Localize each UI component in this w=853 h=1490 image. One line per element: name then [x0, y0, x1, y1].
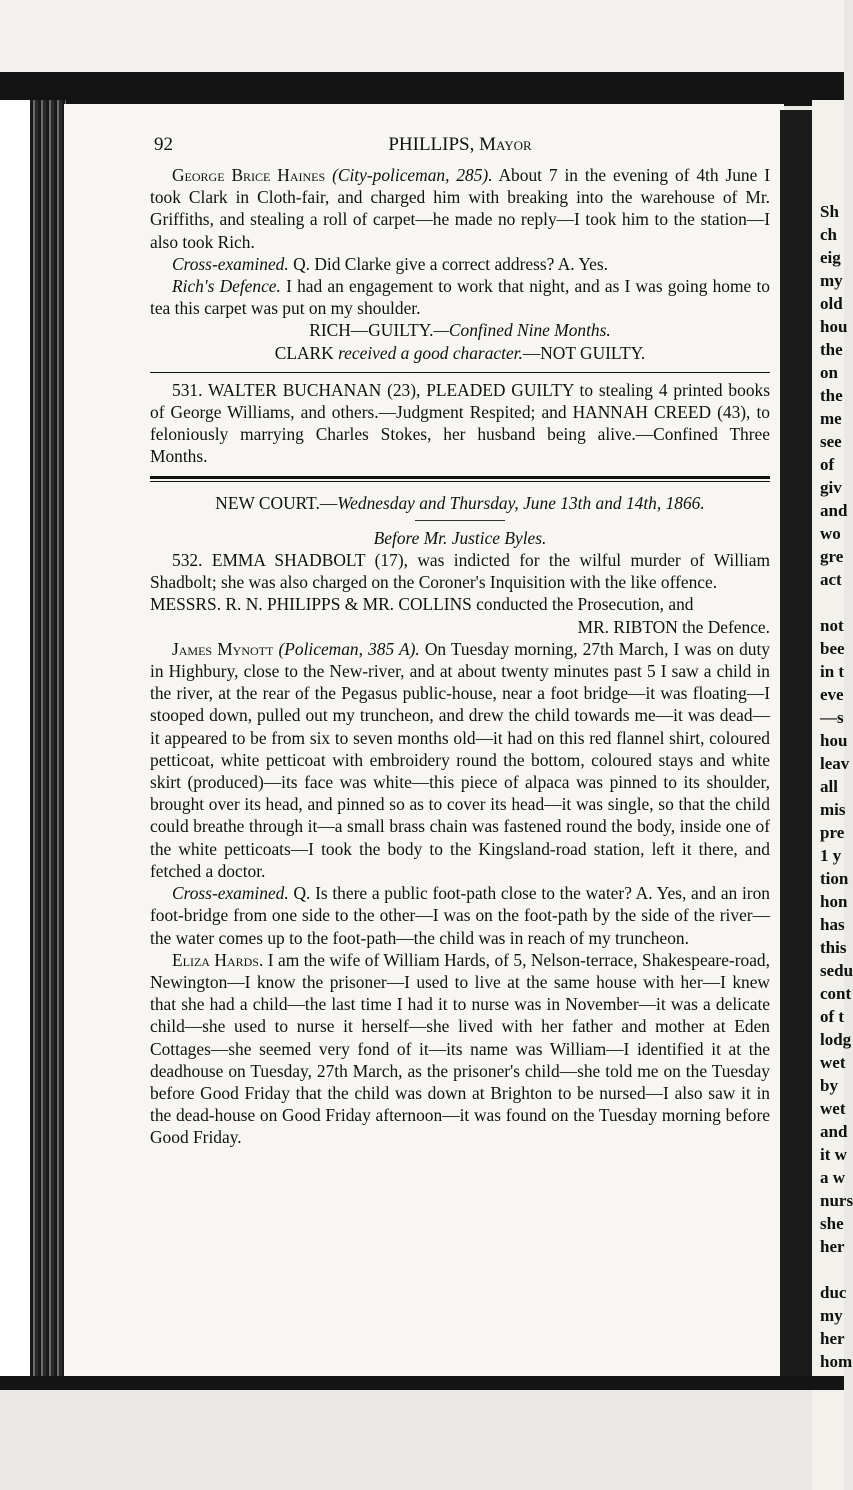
sentence: —Confined Nine Months. [433, 320, 611, 341]
facing-fragment: my [820, 1306, 843, 1325]
facing-fragment: gre [820, 547, 844, 566]
text: Q. Did Clarke give a correct address? A. Yes. [293, 253, 608, 274]
facing-fragment: and [820, 501, 848, 520]
facing-fragment: eig [820, 248, 841, 267]
defendant: RICH— [309, 320, 369, 341]
short-rule [415, 520, 505, 521]
facing-fragment: a w [820, 1168, 846, 1187]
page-content [150, 130, 770, 1149]
running-header [150, 130, 770, 164]
facing-fragment: hom [820, 1352, 853, 1371]
facing-fragment: not [820, 616, 844, 635]
facing-fragment: sedu [820, 961, 853, 980]
testimony-haines [150, 164, 770, 253]
verdict: —NOT GUILTY. [522, 342, 646, 363]
facing-fragment: cont [820, 984, 852, 1003]
judge-line [150, 527, 770, 549]
facing-fragment: giv [820, 478, 842, 497]
top-margin [0, 0, 844, 72]
case-532 [150, 549, 770, 593]
facing-fragment: her [820, 1237, 845, 1256]
defendant: CLARK [274, 342, 334, 363]
running-title: PHILLIPS, Mayor [388, 134, 532, 155]
facing-fragment: tion [820, 869, 849, 888]
facing-fragment: nurs [820, 1191, 853, 1210]
witness-role: (City-policeman, 285). [332, 165, 493, 185]
case-531 [150, 379, 770, 468]
facing-fragment [812, 1258, 844, 1281]
facing-fragment: mis [820, 800, 846, 819]
facing-fragment: the [820, 340, 843, 359]
testimony-text: About 7 in the evening of 4th June I took Clark in Cloth-fair, and charged him with breaking into the warehouse of Mr. Griffiths, and stealing a roll of carpet—he made no reply—I took him to the station—I also took Rich. [150, 165, 771, 252]
facing-fragment: this [820, 938, 847, 957]
facing-fragment: of t [820, 1007, 845, 1026]
facing-fragment: hou [820, 731, 848, 750]
facing-fragment: wet [820, 1099, 846, 1118]
character: received a good character. [338, 342, 523, 363]
counsel-defence: MR. RIBTON the Defence. [577, 616, 770, 637]
facing-fragment: pre [820, 823, 845, 842]
facing-fragment: by [820, 1076, 838, 1095]
facing-fragment: me [820, 409, 842, 428]
facing-fragment: of [820, 455, 835, 474]
book-gutter [780, 110, 814, 1390]
facing-fragment: wo [820, 524, 841, 543]
testimony-text: I am the wife of William Hards, of 5, Nelson-terrace, Shakespeare-road, Newington—I know the prisoner—I used to live at the same house with her—I knew that she had a child—the last time I had it to nurse was in November—it was a delicate child—she used to nurse it herself—she lived with her father and mother at Eden Cottages—she seemed very fond of it—its name was William—I identified it at the deadhouse on Tuesday, 27th March, as the prisoner's child—she told me on the Tuesday before Good Friday that the child was down at Brighton to be nursed—I also saw it in the dead-house on Good Friday afternoon—it was found on the Tuesday morning before Good Friday. [150, 949, 770, 1148]
binding-shadow-bottom [0, 1376, 844, 1390]
facing-fragment: see [820, 432, 842, 451]
judge-name: Before Mr. Justice Byles. [373, 527, 547, 548]
double-rule [150, 476, 770, 482]
facing-fragment: on [820, 363, 838, 382]
binding-shadow-top [0, 72, 844, 106]
case-text: EMMA SHADBOLT (17), was indicted for the wilful murder of William Shadbolt; she was also charged on the Coroner's Inquisition with the like offence. [150, 550, 770, 593]
facing-fragment: act [820, 570, 842, 589]
facing-fragment: leav [820, 754, 850, 773]
verdict-rich [150, 319, 770, 341]
section-rule [150, 372, 770, 373]
counsel-prosecution: MESSRS. R. N. PHILIPPS & MR. COLLINS conducted the Prosecution, and [150, 594, 694, 615]
testimony-mynott [150, 638, 770, 882]
facing-fragment: has [820, 915, 845, 934]
facing-fragment: duc [820, 1283, 847, 1302]
facing-fragment: hon [820, 892, 848, 911]
facing-fragment: eve [820, 685, 844, 704]
court-dates: Wednesday and Thursday, June 13th and 14th, 1866. [337, 492, 705, 513]
facing-fragment: 1 y [820, 846, 842, 865]
text: I had an engagement to work that night, and as I was going home to tea this carpet was put on my shoulder. [150, 276, 770, 319]
facing-fragment: —s [820, 708, 844, 727]
testimony-text: On Tuesday morning, 27th March, I was on duty in Highbury, close to the New-river, and at about twenty minutes past 5 I saw a child in the river, at the rear of the Pegasus public-house, near a foot bridge—it was floating—I stooped down, pulled out my truncheon, and drew the child towards me—it was dead—it appeared to be from six to seven months old—it had on this red flannel shirt, coloured petticoat, white petticoat with embroidery round the bottom, coloured stays and white skirt (produced)—its face was white—this piece of alpaca was pinned to its shoulder, brought over its head, and pinned so as to cover its head—it was single, so that the child could breathe through it—a small brass chain was fastened round the body, inside one of the white petticoats—I took the body to the Kingsland-road station, left it there, and fetched a doctor. [150, 638, 770, 881]
facing-fragment: bee [820, 639, 845, 658]
label: Rich's Defence. [172, 276, 281, 297]
court-heading [150, 492, 770, 514]
facing-fragment: wet [820, 1053, 846, 1072]
rich-defence [150, 275, 770, 319]
cross-examination-1 [150, 253, 770, 275]
facing-fragment: hou [820, 317, 848, 336]
facing-fragment: all [820, 777, 838, 796]
facing-fragment [812, 591, 844, 614]
case-number: 532. [172, 550, 203, 571]
facing-fragment: lodg [820, 1030, 852, 1049]
case-number: 531. [172, 379, 203, 400]
witness-name: Eliza Hards. [172, 949, 264, 970]
witness-name: James Mynott [172, 638, 274, 659]
court-name: NEW COURT.— [215, 492, 338, 513]
witness-role: (Policeman, 385 A). [278, 638, 420, 659]
verdict: GUILTY. [368, 320, 434, 341]
cross-examination-2 [150, 882, 770, 949]
facing-fragment: my [820, 271, 843, 290]
facing-fragment: it w [820, 1145, 847, 1164]
facing-fragment: Sh [820, 202, 839, 221]
facing-fragment: the [820, 386, 843, 405]
book-spine [30, 100, 66, 1390]
facing-fragment: and [820, 1122, 848, 1141]
facing-page-edge [812, 100, 853, 1490]
verdict-clark [150, 342, 770, 364]
label: Cross-examined. [172, 883, 289, 904]
witness-name: George Brice Haines [172, 165, 326, 185]
case-text: WALTER BUCHANAN (23), PLEADED GUILTY to stealing 4 printed books of George Williams, and others.—Judgment Respited; and HANNAH CREED (43), to feloniously marrying Charles Stokes, her husband being alive.—Confined Three Months. [150, 379, 770, 467]
facing-fragment: old [820, 294, 843, 313]
facing-fragment: ch [820, 225, 837, 244]
testimony-hards [150, 949, 770, 1149]
text: Q. Is there a public foot-path close to the water? A. Yes, and an iron foot-bridge from one side to the other—I was on the foot-path by the side of the river—the water comes up to the foot-path—the child was in reach of my truncheon. [150, 883, 770, 948]
page-number: 92 [154, 134, 173, 155]
facing-fragment: she [820, 1214, 844, 1233]
facing-fragment: her [820, 1329, 845, 1348]
facing-fragment: in t [820, 662, 845, 681]
label: Cross-examined. [172, 253, 289, 274]
